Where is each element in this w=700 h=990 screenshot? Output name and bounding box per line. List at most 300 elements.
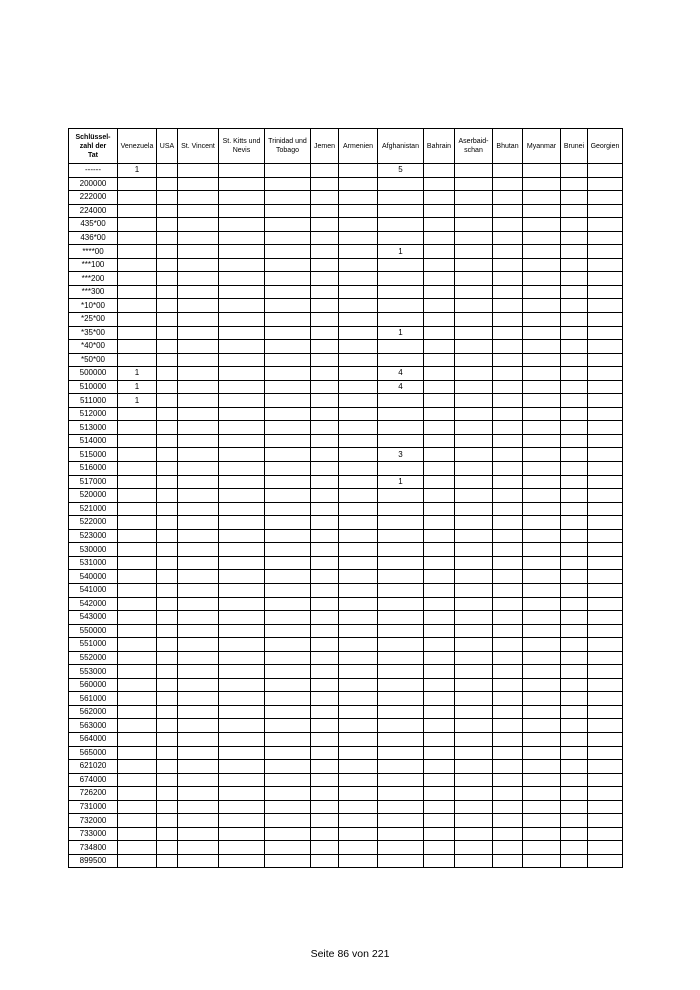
count-cell (378, 218, 424, 232)
count-cell (157, 434, 178, 448)
table-row (69, 611, 623, 625)
count-cell (265, 854, 311, 868)
count-cell (339, 651, 378, 665)
key-number-cell: 511000 (69, 394, 118, 408)
count-cell (455, 705, 493, 719)
count-cell (588, 773, 623, 787)
count-cell (219, 164, 265, 178)
count-cell (219, 800, 265, 814)
count-cell (339, 434, 378, 448)
count-cell (118, 651, 157, 665)
count-cell (339, 556, 378, 570)
key-number-cell: *50*00 (69, 353, 118, 367)
key-number-cell: 436*00 (69, 231, 118, 245)
count-cell (178, 380, 219, 394)
count-cell (455, 394, 493, 408)
count-cell (561, 583, 588, 597)
count-cell (378, 638, 424, 652)
count-cell (219, 204, 265, 218)
count-cell (378, 827, 424, 841)
count-cell (378, 597, 424, 611)
count-cell (265, 462, 311, 476)
count-cell (178, 678, 219, 692)
count-cell (455, 489, 493, 503)
count-cell (178, 814, 219, 828)
count-cell (118, 611, 157, 625)
table-row (69, 367, 623, 381)
count-cell (493, 367, 523, 381)
count-cell (561, 448, 588, 462)
count-cell (178, 570, 219, 584)
count-cell (493, 258, 523, 272)
count-cell (493, 191, 523, 205)
count-cell (523, 380, 561, 394)
count-cell (561, 746, 588, 760)
table-row (69, 583, 623, 597)
table-row (69, 705, 623, 719)
count-cell (561, 556, 588, 570)
count-cell (561, 692, 588, 706)
column-header-country: USA (157, 129, 178, 164)
count-cell (219, 570, 265, 584)
count-cell (339, 543, 378, 557)
count-cell (424, 489, 455, 503)
count-cell (378, 760, 424, 774)
count-cell (561, 421, 588, 435)
count-cell (311, 611, 339, 625)
count-cell (588, 665, 623, 679)
count-cell (424, 800, 455, 814)
count-cell (588, 516, 623, 530)
count-cell (523, 502, 561, 516)
count-cell (178, 191, 219, 205)
count-cell (311, 380, 339, 394)
count-cell (219, 638, 265, 652)
count-cell (588, 800, 623, 814)
count-cell (157, 177, 178, 191)
count-cell (219, 624, 265, 638)
count-cell (424, 191, 455, 205)
count-cell (339, 462, 378, 476)
count-cell (424, 394, 455, 408)
count-cell (219, 353, 265, 367)
key-number-cell: 560000 (69, 678, 118, 692)
count-cell (523, 638, 561, 652)
count-cell (219, 177, 265, 191)
count-cell (523, 705, 561, 719)
count-cell (265, 502, 311, 516)
count-cell (311, 543, 339, 557)
count-cell (455, 313, 493, 327)
count-cell (118, 299, 157, 313)
count-cell (178, 516, 219, 530)
count-cell (311, 367, 339, 381)
count-cell (219, 245, 265, 259)
count-cell (118, 827, 157, 841)
table-row (69, 760, 623, 774)
count-cell (561, 340, 588, 354)
count-cell (118, 814, 157, 828)
count-cell (219, 597, 265, 611)
count-cell (311, 218, 339, 232)
count-cell (378, 285, 424, 299)
count-cell (311, 760, 339, 774)
count-cell (588, 285, 623, 299)
count-cell (118, 421, 157, 435)
column-header-country: Myanmar (523, 129, 561, 164)
column-header-country: Aserbaid- schan (455, 129, 493, 164)
count-cell: 1 (118, 380, 157, 394)
count-cell (178, 299, 219, 313)
count-cell (118, 285, 157, 299)
count-cell (424, 516, 455, 530)
table-row (69, 191, 623, 205)
count-cell (561, 841, 588, 855)
count-cell (455, 827, 493, 841)
count-cell (493, 719, 523, 733)
count-cell (118, 638, 157, 652)
count-cell (493, 665, 523, 679)
count-cell (561, 597, 588, 611)
count-cell (118, 597, 157, 611)
key-number-cell: 540000 (69, 570, 118, 584)
count-cell (339, 827, 378, 841)
count-cell (493, 814, 523, 828)
count-cell (265, 760, 311, 774)
key-number-cell: 550000 (69, 624, 118, 638)
count-cell (378, 543, 424, 557)
count-cell (178, 164, 219, 178)
count-cell (588, 462, 623, 476)
count-cell (265, 231, 311, 245)
key-number-cell: 517000 (69, 475, 118, 489)
count-cell (455, 678, 493, 692)
table-row (69, 665, 623, 679)
count-cell (561, 407, 588, 421)
count-cell (588, 434, 623, 448)
count-cell (339, 475, 378, 489)
count-cell (157, 678, 178, 692)
count-cell (424, 556, 455, 570)
count-cell (157, 462, 178, 476)
count-cell (339, 611, 378, 625)
count-cell (493, 516, 523, 530)
table-row (69, 692, 623, 706)
count-cell: 1 (378, 326, 424, 340)
count-cell (378, 624, 424, 638)
count-cell (523, 177, 561, 191)
count-cell (561, 462, 588, 476)
count-cell (339, 353, 378, 367)
count-cell (265, 448, 311, 462)
count-cell (561, 353, 588, 367)
count-cell (588, 299, 623, 313)
count-cell: 1 (118, 367, 157, 381)
key-number-cell: ***200 (69, 272, 118, 286)
count-cell (339, 787, 378, 801)
count-cell (339, 516, 378, 530)
count-cell (311, 313, 339, 327)
count-cell (118, 313, 157, 327)
count-cell (378, 814, 424, 828)
count-cell (455, 502, 493, 516)
count-cell: 4 (378, 367, 424, 381)
count-cell (523, 800, 561, 814)
count-cell (561, 732, 588, 746)
count-cell (523, 258, 561, 272)
count-cell (523, 353, 561, 367)
count-cell (588, 394, 623, 408)
table-row (69, 380, 623, 394)
count-cell (118, 177, 157, 191)
key-number-cell: 552000 (69, 651, 118, 665)
count-cell (378, 746, 424, 760)
count-cell (265, 543, 311, 557)
count-cell (455, 191, 493, 205)
count-cell (523, 434, 561, 448)
count-cell (523, 760, 561, 774)
key-number-cell: 541000 (69, 583, 118, 597)
count-cell (493, 502, 523, 516)
count-cell (493, 272, 523, 286)
count-cell (424, 814, 455, 828)
count-cell (588, 204, 623, 218)
count-cell (339, 814, 378, 828)
count-cell (178, 407, 219, 421)
count-cell (265, 773, 311, 787)
key-number-cell: 224000 (69, 204, 118, 218)
count-cell (118, 570, 157, 584)
count-cell (178, 651, 219, 665)
key-number-cell: 621020 (69, 760, 118, 774)
count-cell (178, 624, 219, 638)
count-cell (339, 678, 378, 692)
key-number-cell: *25*00 (69, 313, 118, 327)
count-cell (561, 502, 588, 516)
count-cell (455, 814, 493, 828)
count-cell (561, 245, 588, 259)
count-cell (219, 611, 265, 625)
count-cell (378, 502, 424, 516)
count-cell (265, 191, 311, 205)
count-cell (455, 651, 493, 665)
count-cell (493, 204, 523, 218)
count-cell (561, 231, 588, 245)
count-cell (311, 407, 339, 421)
count-cell (523, 841, 561, 855)
count-cell (219, 326, 265, 340)
key-number-cell: 674000 (69, 773, 118, 787)
key-number-cell: 523000 (69, 529, 118, 543)
count-cell (561, 570, 588, 584)
count-cell (588, 841, 623, 855)
count-cell (493, 651, 523, 665)
count-cell (178, 665, 219, 679)
count-cell (339, 326, 378, 340)
key-number-cell: ****00 (69, 245, 118, 259)
count-cell (588, 760, 623, 774)
count-cell (588, 164, 623, 178)
count-cell (588, 814, 623, 828)
key-number-cell: 435*00 (69, 218, 118, 232)
count-cell (265, 705, 311, 719)
count-cell (523, 272, 561, 286)
count-cell (378, 651, 424, 665)
count-cell (455, 732, 493, 746)
table-row (69, 272, 623, 286)
count-cell (493, 164, 523, 178)
count-cell (523, 204, 561, 218)
count-cell (523, 367, 561, 381)
key-number-cell: 731000 (69, 800, 118, 814)
count-cell (378, 353, 424, 367)
count-cell (378, 854, 424, 868)
count-cell (157, 340, 178, 354)
count-cell (523, 421, 561, 435)
count-cell (178, 218, 219, 232)
count-cell (493, 529, 523, 543)
count-cell (265, 272, 311, 286)
count-cell (219, 692, 265, 706)
count-cell (311, 814, 339, 828)
count-cell (455, 800, 493, 814)
count-cell (339, 448, 378, 462)
count-cell (311, 841, 339, 855)
count-cell (523, 665, 561, 679)
count-cell: 1 (378, 475, 424, 489)
count-cell (561, 475, 588, 489)
count-cell (523, 543, 561, 557)
count-cell (265, 638, 311, 652)
count-cell (378, 231, 424, 245)
count-cell (588, 353, 623, 367)
count-cell (311, 556, 339, 570)
count-cell (311, 638, 339, 652)
count-cell (588, 218, 623, 232)
count-cell (523, 814, 561, 828)
count-cell (157, 407, 178, 421)
key-number-cell: 562000 (69, 705, 118, 719)
count-cell (311, 177, 339, 191)
count-cell (219, 421, 265, 435)
count-cell (523, 773, 561, 787)
count-cell (265, 651, 311, 665)
table-row (69, 814, 623, 828)
count-cell (378, 204, 424, 218)
count-cell (523, 692, 561, 706)
count-cell (523, 231, 561, 245)
count-cell (561, 760, 588, 774)
count-cell (561, 367, 588, 381)
table-row (69, 841, 623, 855)
count-cell (561, 665, 588, 679)
count-cell (157, 272, 178, 286)
count-cell (339, 164, 378, 178)
count-cell (588, 732, 623, 746)
table-row (69, 827, 623, 841)
count-cell (455, 326, 493, 340)
count-cell (118, 787, 157, 801)
count-cell (265, 407, 311, 421)
count-cell (311, 258, 339, 272)
count-cell (561, 543, 588, 557)
count-cell (178, 489, 219, 503)
count-cell (561, 678, 588, 692)
count-cell (523, 827, 561, 841)
count-cell (178, 773, 219, 787)
count-cell (157, 787, 178, 801)
key-number-cell: 522000 (69, 516, 118, 530)
count-cell (378, 272, 424, 286)
count-cell (265, 597, 311, 611)
count-cell (493, 760, 523, 774)
count-cell (178, 421, 219, 435)
count-cell (157, 556, 178, 570)
count-cell (311, 285, 339, 299)
count-cell (424, 502, 455, 516)
key-number-cell: 521000 (69, 502, 118, 516)
key-number-cell: 500000 (69, 367, 118, 381)
count-cell (339, 638, 378, 652)
count-cell (561, 827, 588, 841)
count-cell (118, 353, 157, 367)
count-cell (378, 583, 424, 597)
count-cell: 1 (118, 394, 157, 408)
count-cell (311, 245, 339, 259)
count-cell (424, 285, 455, 299)
count-cell: 1 (378, 245, 424, 259)
count-cell: 4 (378, 380, 424, 394)
count-cell (178, 394, 219, 408)
count-cell (157, 353, 178, 367)
count-cell (455, 164, 493, 178)
count-cell (378, 299, 424, 313)
count-cell (118, 678, 157, 692)
count-cell (339, 732, 378, 746)
count-cell (311, 231, 339, 245)
table-row (69, 556, 623, 570)
count-cell (118, 326, 157, 340)
count-cell (178, 245, 219, 259)
count-cell (219, 489, 265, 503)
table-row (69, 543, 623, 557)
count-cell (588, 367, 623, 381)
key-number-cell: 734800 (69, 841, 118, 855)
count-cell (523, 746, 561, 760)
count-cell (455, 285, 493, 299)
count-cell (157, 204, 178, 218)
count-cell (178, 502, 219, 516)
count-cell (424, 407, 455, 421)
count-cell (265, 732, 311, 746)
count-cell (561, 218, 588, 232)
count-cell (588, 421, 623, 435)
count-cell (219, 773, 265, 787)
count-cell (339, 583, 378, 597)
count-cell (455, 245, 493, 259)
count-cell (339, 705, 378, 719)
count-cell (219, 651, 265, 665)
count-cell (311, 732, 339, 746)
count-cell (219, 285, 265, 299)
count-cell (523, 624, 561, 638)
count-cell (493, 353, 523, 367)
count-cell (219, 272, 265, 286)
count-cell (178, 854, 219, 868)
count-cell (178, 746, 219, 760)
count-cell (493, 340, 523, 354)
column-header-country: Jemen (311, 129, 339, 164)
